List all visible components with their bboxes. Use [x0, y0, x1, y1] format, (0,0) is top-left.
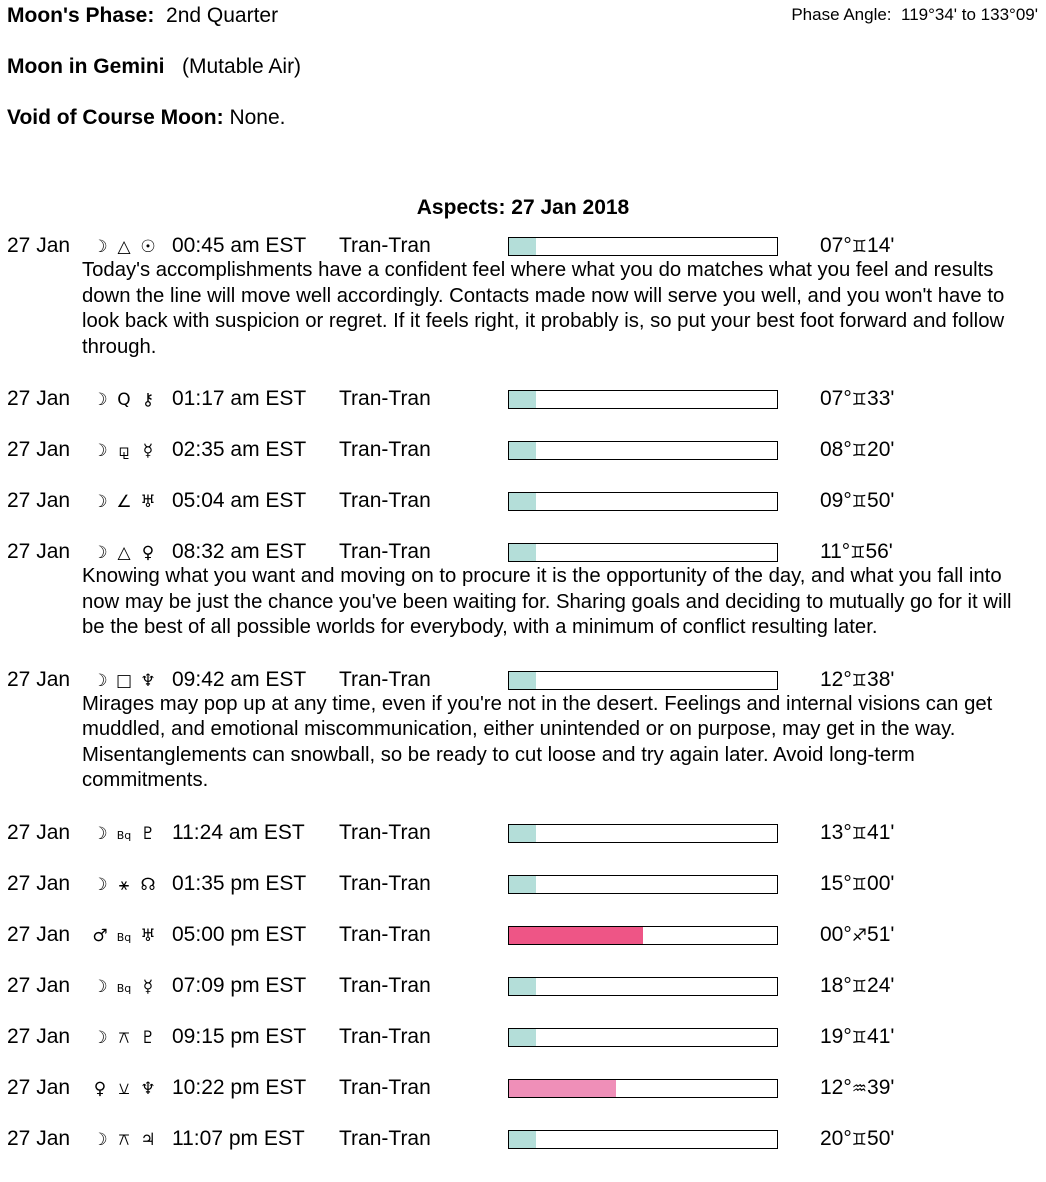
aspect-time: 07:09 pm EST: [172, 973, 307, 997]
voc-label: Void of Course Moon:: [7, 106, 224, 129]
aspect-transit-type: Tran-Tran: [339, 234, 431, 257]
aspect-position: [820, 973, 894, 1000]
aspect-date: 27 Jan: [7, 1024, 71, 1048]
planet-2-icon: ♀: [141, 543, 155, 563]
planet-2-icon: ☿: [142, 976, 154, 997]
position-minutes: 14': [867, 234, 895, 257]
position-minutes: 38': [867, 667, 895, 691]
aspect-type-icon: ⚻: [118, 1027, 130, 1048]
strength-bar-fill: [509, 876, 536, 893]
position-minutes: 20': [867, 438, 895, 461]
strength-bar: [508, 1028, 778, 1047]
aspect-time: 09:42 am EST: [172, 667, 307, 691]
zodiac-sign-icon: ♊: [851, 492, 868, 512]
planet-1-icon: ☽: [92, 492, 108, 512]
position-minutes: 39': [867, 1075, 895, 1099]
phase-angle-value: 119°34' to 133°09': [901, 5, 1038, 24]
aspect-entry: [0, 539, 1046, 641]
planet-1-icon: ☽: [92, 1027, 108, 1048]
aspect-time: 10:22 pm EST: [172, 1075, 307, 1099]
position-degrees: 07°: [820, 387, 852, 410]
position-degrees: 00°: [820, 922, 852, 946]
aspect-glyphs: [88, 1024, 170, 1051]
aspect-entry: [0, 871, 1046, 896]
aspect-position: [820, 922, 894, 949]
aspect-glyphs: [88, 1126, 170, 1153]
zodiac-sign-icon: ♊: [851, 1027, 868, 1048]
aspects-title: Aspects: 27 Jan 2018: [416, 196, 630, 219]
strength-bar-fill: [509, 978, 536, 995]
aspect-date: 27 Jan: [7, 1075, 71, 1099]
aspect-transit-type: Tran-Tran: [339, 540, 431, 563]
aspect-position: [820, 386, 894, 413]
planet-2-icon: ♃: [140, 1129, 156, 1150]
planet-2-icon: ☊: [140, 874, 156, 895]
aspect-transit-type: Tran-Tran: [339, 922, 431, 946]
aspect-time: 01:17 am EST: [172, 387, 307, 410]
aspect-description: Mirages may pop up at any time, even if you're not in the desert. Feelings and internal visions can get muddled, and emotional miscommunication, either unintended or on purpose, may get in the way. Misentanglements can snowball, so be ready to cut loose and try again later. Avoid long-term commitments.: [82, 692, 993, 791]
strength-bar: [508, 824, 778, 843]
position-minutes: 41': [867, 1024, 895, 1048]
position-degrees: 11°: [820, 540, 851, 563]
aspect-description: Today's accomplishments have a confident feel where what you do matches what you feel and results down the line will move well accordingly. Contacts made now will serve you well, and you won't have to look back with suspicion or regret. If it feels right, it probably is, so put your best foot forward and follow through.: [82, 259, 1005, 358]
position-degrees: 12°: [820, 667, 852, 691]
aspect-date: 27 Jan: [7, 387, 71, 410]
voc-value: None.: [229, 106, 286, 129]
aspect-entry: [0, 922, 1046, 947]
aspect-type-icon: ⚼: [118, 441, 130, 461]
aspect-time: 01:35 pm EST: [172, 871, 307, 895]
position-degrees: 19°: [820, 1024, 852, 1048]
strength-bar: [508, 492, 778, 511]
zodiac-sign-icon: ♊: [851, 1129, 868, 1150]
position-degrees: 07°: [820, 234, 852, 257]
aspect-position: [820, 488, 894, 515]
zodiac-sign-icon: ♊: [851, 823, 868, 844]
aspect-row: [0, 233, 1046, 258]
aspect-glyphs: [88, 871, 170, 898]
aspect-entry: [0, 820, 1046, 845]
strength-bar-fill: [509, 825, 536, 842]
aspect-time: 02:35 am EST: [172, 438, 307, 461]
zodiac-sign-icon: ♊: [851, 390, 868, 410]
aspect-type-icon: △: [117, 543, 131, 563]
strength-bar: [508, 441, 778, 460]
planet-1-icon: ♂: [92, 925, 108, 946]
position-degrees: 08°: [820, 438, 852, 461]
aspect-position: [820, 1024, 894, 1051]
aspect-date: 27 Jan: [7, 540, 71, 563]
aspect-time: 11:24 am EST: [172, 820, 305, 844]
strength-bar-fill: [509, 442, 536, 459]
aspect-position: [820, 539, 893, 566]
zodiac-sign-icon: ♊: [850, 543, 866, 563]
moon-sign-element: (Mutable Air): [182, 55, 302, 78]
aspect-entry: [0, 973, 1046, 998]
strength-bar-fill: [509, 544, 536, 561]
position-minutes: 56': [865, 540, 893, 563]
position-degrees: 13°: [820, 820, 852, 844]
position-degrees: 09°: [820, 489, 852, 512]
strength-bar-fill: [509, 1029, 536, 1046]
aspect-time: 05:00 pm EST: [172, 922, 307, 946]
aspect-date: 27 Jan: [7, 438, 71, 461]
aspect-glyphs: [88, 820, 170, 848]
aspect-date: 27 Jan: [7, 234, 71, 257]
planet-1-icon: ☽: [92, 441, 108, 461]
planet-1-icon: ☽: [92, 823, 108, 844]
phase-angle: [791, 4, 1038, 26]
aspect-transit-type: Tran-Tran: [339, 438, 431, 461]
position-minutes: 50': [867, 489, 895, 512]
position-minutes: 00': [867, 871, 895, 895]
planet-2-icon: ⚷: [141, 390, 155, 410]
aspect-position: [820, 667, 894, 694]
planet-1-icon: ☽: [92, 543, 108, 563]
aspect-time: 00:45 am EST: [172, 234, 307, 257]
aspect-type-icon: ⚻: [118, 1129, 130, 1150]
aspect-row: [0, 1075, 1046, 1100]
aspect-time: 09:15 pm EST: [172, 1024, 307, 1048]
strength-bar: [508, 977, 778, 996]
aspect-list: [0, 233, 1046, 1177]
aspect-time: 11:07 pm EST: [172, 1126, 305, 1150]
aspect-type-icon: Bq: [116, 828, 132, 842]
aspect-glyphs: [88, 386, 170, 413]
aspect-transit-type: Tran-Tran: [339, 667, 431, 691]
aspect-type-icon: △: [117, 237, 131, 257]
position-minutes: 41': [867, 820, 895, 844]
planet-1-icon: ☽: [92, 1129, 108, 1150]
aspect-type-icon: ∠: [116, 492, 132, 512]
aspect-glyphs: [88, 1075, 170, 1102]
aspect-time: 08:32 am EST: [172, 540, 307, 563]
planet-1-icon: ☽: [92, 874, 108, 895]
position-degrees: 12°: [820, 1075, 852, 1099]
position-minutes: 33': [867, 387, 895, 410]
position-minutes: 50': [867, 1126, 895, 1150]
aspect-transit-type: Tran-Tran: [339, 973, 431, 997]
aspect-entry: [0, 488, 1046, 513]
planet-1-icon: ☽: [92, 670, 108, 691]
aspect-type-icon: ⚹: [118, 874, 130, 895]
aspect-transit-type: Tran-Tran: [339, 1126, 431, 1150]
aspect-row: [0, 1126, 1046, 1151]
phase-angle-label: Phase Angle:: [791, 5, 892, 24]
aspect-date: 27 Jan: [7, 820, 71, 844]
zodiac-sign-icon: ♊: [851, 670, 868, 691]
aspect-row: [0, 488, 1046, 513]
planet-2-icon: ♅: [140, 492, 156, 512]
aspect-row: [0, 871, 1046, 896]
aspect-row: [0, 667, 1046, 692]
strength-bar: [508, 543, 778, 562]
strength-bar: [508, 926, 778, 945]
planet-2-icon: ♇: [140, 823, 156, 844]
aspect-transit-type: Tran-Tran: [339, 489, 431, 512]
aspect-glyphs: [88, 437, 170, 464]
aspect-date: 27 Jan: [7, 871, 71, 895]
aspect-type-icon: Bq: [116, 930, 132, 944]
strength-bar: [508, 875, 778, 894]
position-minutes: 24': [867, 973, 895, 997]
aspect-glyphs: [88, 973, 170, 1001]
planet-2-icon: ☿: [142, 441, 154, 461]
aspect-date: 27 Jan: [7, 922, 71, 946]
aspect-date: 27 Jan: [7, 1126, 71, 1150]
strength-bar: [508, 390, 778, 409]
aspect-glyphs: [88, 922, 170, 950]
moon-phase-value: 2nd Quarter: [166, 4, 279, 27]
planet-2-icon: ☉: [140, 237, 156, 257]
aspect-position: [820, 437, 894, 464]
aspect-transit-type: Tran-Tran: [339, 871, 431, 895]
aspect-row: [0, 386, 1046, 411]
strength-bar: [508, 1130, 778, 1149]
aspect-type-icon: Bq: [116, 981, 132, 995]
strength-bar-fill: [509, 238, 536, 255]
position-degrees: 18°: [820, 973, 852, 997]
aspect-row: [0, 820, 1046, 845]
aspect-row: [0, 437, 1046, 462]
aspect-entry: [0, 1075, 1046, 1100]
aspect-entry: [0, 1024, 1046, 1049]
planet-1-icon: ☽: [92, 390, 108, 410]
aspect-date: 27 Jan: [7, 489, 71, 512]
aspect-row: [0, 922, 1046, 947]
planet-2-icon: ♆: [140, 670, 156, 691]
aspect-position: [820, 1075, 894, 1102]
void-of-course: [7, 105, 285, 131]
aspect-position: [820, 871, 894, 898]
aspect-type-icon: Q: [117, 390, 131, 410]
aspect-transit-type: Tran-Tran: [339, 820, 431, 844]
planet-2-icon: ♅: [140, 925, 156, 946]
aspect-position: [820, 820, 894, 847]
aspect-type-icon: ⚺: [118, 1078, 130, 1099]
aspect-entry: [0, 233, 1046, 360]
strength-bar: [508, 1079, 778, 1098]
aspect-transit-type: Tran-Tran: [339, 1024, 431, 1048]
aspect-glyphs: [88, 488, 170, 515]
moon-sign-label: Moon in Gemini: [7, 55, 165, 78]
zodiac-sign-icon: ♊: [851, 237, 868, 257]
zodiac-sign-icon: ♐: [851, 925, 868, 946]
zodiac-sign-icon: ♊: [851, 976, 868, 997]
zodiac-sign-icon: ♊: [851, 441, 868, 461]
aspect-row: [0, 539, 1046, 564]
strength-bar: [508, 671, 778, 690]
aspect-date: 27 Jan: [7, 973, 71, 997]
moon-phase: [7, 3, 278, 29]
moon-phase-label: Moon's Phase:: [7, 4, 155, 27]
strength-bar-fill: [509, 672, 536, 689]
aspect-entry: [0, 437, 1046, 462]
planet-1-icon: ♀: [93, 1078, 107, 1099]
planet-2-icon: ♆: [140, 1078, 156, 1099]
aspect-glyphs: [88, 667, 170, 694]
moon-sign: [7, 54, 301, 80]
planet-2-icon: ♇: [140, 1027, 156, 1048]
aspect-entry: [0, 1126, 1046, 1151]
strength-bar-fill: [509, 1080, 616, 1097]
aspect-entry: [0, 386, 1046, 411]
zodiac-sign-icon: ♒: [851, 1078, 868, 1099]
position-degrees: 20°: [820, 1126, 852, 1150]
strength-bar: [508, 237, 778, 256]
position-degrees: 15°: [820, 871, 852, 895]
strength-bar-fill: [509, 1131, 536, 1148]
aspect-row: [0, 973, 1046, 998]
aspect-position: [820, 1126, 894, 1153]
aspect-transit-type: Tran-Tran: [339, 1075, 431, 1099]
planet-1-icon: ☽: [92, 976, 108, 997]
zodiac-sign-icon: ♊: [851, 874, 868, 895]
planet-1-icon: ☽: [92, 237, 108, 257]
aspect-type-icon: □: [115, 670, 133, 691]
position-minutes: 51': [867, 922, 895, 946]
aspect-row: [0, 1024, 1046, 1049]
aspect-time: 05:04 am EST: [172, 489, 307, 512]
strength-bar-fill: [509, 391, 536, 408]
aspect-glyphs: [88, 539, 170, 566]
aspect-date: 27 Jan: [7, 667, 71, 691]
aspect-transit-type: Tran-Tran: [339, 387, 431, 410]
strength-bar-fill: [509, 927, 643, 944]
aspect-position: [820, 233, 894, 260]
aspect-glyphs: [88, 233, 170, 260]
aspect-entry: [0, 667, 1046, 794]
aspect-description: Knowing what you want and moving on to procure it is the opportunity of the day, and what you fall into now may be just the chance you've been waiting for. Sharing goals and deciding to mutually go for it will be the best of all possible worlds for everybody, with a minimum of conflict resulting later.: [82, 565, 1012, 638]
strength-bar-fill: [509, 493, 536, 510]
